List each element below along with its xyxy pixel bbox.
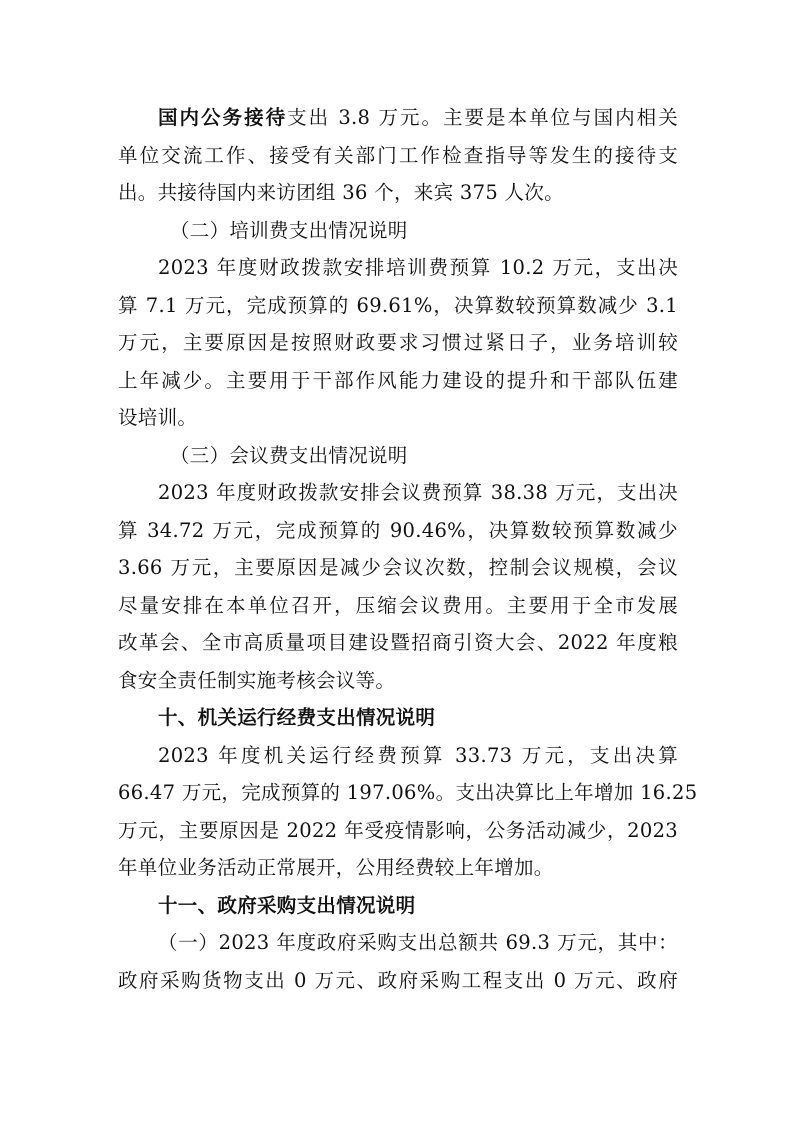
section-10-line-1: 2023 年度机关运行经费预算 33.73 万元，支出决算	[158, 743, 678, 767]
reception-text-1: 支出 3.8 万元。主要是本单位与国内相关	[287, 106, 678, 129]
section-10-heading: 十、机关运行经费支出情况说明	[158, 706, 436, 729]
section-11-line-2: 政府采购货物支出 0 万元、政府采购工程支出 0 万元、政府	[118, 968, 678, 992]
reception-line-2: 单位交流工作、接受有关部门工作检查指导等发生的接待支	[118, 143, 678, 167]
training-heading: （二）培训费支出情况说明	[170, 218, 408, 242]
meeting-heading: （三）会议费支出情况说明	[170, 443, 408, 467]
training-line-2: 算 7.1 万元，完成预算的 69.61%，决算数较预算数减少 3.1	[118, 293, 678, 317]
reception-line-3: 出。共接待国内来访团组 36 个，来宾 375 人次。	[118, 181, 564, 204]
meeting-line-4: 尽量安排在本单位召开，压缩会议费用。主要用于全市发展	[118, 593, 678, 617]
section-10-line-2: 66.47 万元，完成预算的 197.06%。支出决算比上年增加 16.25	[118, 781, 698, 804]
reception-lead-term: 国内公务接待	[158, 106, 288, 129]
meeting-line-6: 食安全责任制实施考核会议等。	[118, 668, 396, 692]
section-11-heading: 十一、政府采购支出情况说明	[158, 893, 416, 917]
training-line-5: 设培训。	[118, 406, 198, 429]
training-line-3: 万元，主要原因是按照财政要求习惯过紧日子，业务培训较	[118, 331, 678, 354]
section-10-line-3: 万元，主要原因是 2022 年受疫情影响，公务活动减少，2023	[118, 818, 678, 842]
meeting-line-2: 算 34.72 万元，完成预算的 90.46%，决算数较预算数减少	[118, 518, 678, 542]
reception-line-1	[118, 99, 678, 137]
meeting-line-5: 改革会、全市高质量项目建设暨招商引资大会、2022 年度粮	[118, 631, 678, 654]
section-11-line-1: （一）2023 年度政府采购支出总额共 69.3 万元，其中：	[158, 931, 678, 954]
training-line-1: 2023 年度财政拨款安排培训费预算 10.2 万元，支出决	[158, 256, 678, 279]
meeting-line-3: 3.66 万元，主要原因是减少会议次数，控制会议规模，会议	[118, 556, 678, 579]
document-page	[118, 99, 698, 999]
meeting-line-1: 2023 年度财政拨款安排会议费预算 38.38 万元，支出决	[158, 481, 678, 504]
section-10-line-4: 年单位业务活动正常展开，公用经费较上年增加。	[118, 856, 554, 879]
training-line-4: 上年减少。主要用于干部作风能力建设的提升和干部队伍建	[118, 368, 678, 392]
